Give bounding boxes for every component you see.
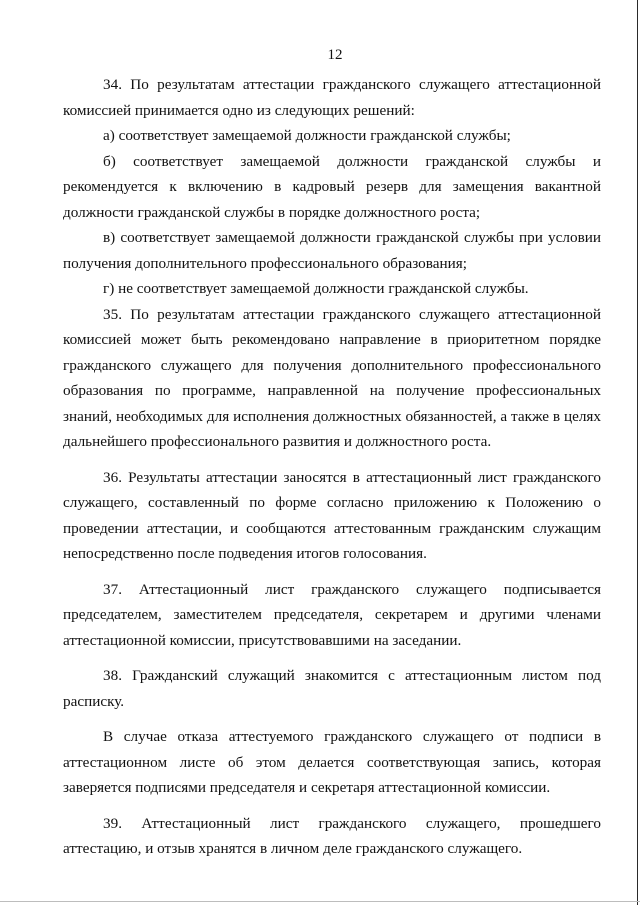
- paragraph-38: 38. Гражданский служащий знакомится с аттестационным листом под расписку.: [63, 667, 601, 710]
- paragraph-34-g: г) не соответствует замещаемой должности гражданской службы.: [103, 280, 529, 297]
- paragraph-34-v: в) соответствует замещаемой должности гражданской службы при условии получения дополнительного профессионального образования;: [63, 229, 601, 272]
- paragraph-38-refusal: В случае отказа аттестуемого гражданского служащего от подписи в аттестационном листе об этом делается соответствующая запись, которая заверяется подписями председателя и секретаря аттестационной комиссии.: [63, 728, 601, 796]
- paragraph-34-a: а) соответствует замещаемой должности гражданской службы;: [103, 127, 511, 144]
- page-bottom-edge: [0, 901, 640, 902]
- paragraph-35: 35. По результатам аттестации гражданского служащего аттестационной комиссией может быть рекомендовано направление в приоритетном порядке гражданского служащего для получения дополнительного профессионального образования по программе, направленной на получение профессиональных знаний, необходимых для исполнения должностных обязанностей, а также в целях дальнейшего профессионального развития и должностного роста.: [63, 305, 601, 450]
- paragraph-34-b: б) соответствует замещаемой должности гражданской службы и рекомендуется к включению в кадровый резерв для замещения вакантной должности гражданской службы в порядке должностного роста;: [63, 152, 601, 221]
- document-body: [63, 72, 601, 862]
- paragraph-37: 37. Аттестационный лист гражданского служащего подписывается председателем, заместителем председателя, секретарем и другими членами аттестационной комиссии, присутствовавшими на заседании.: [63, 580, 601, 649]
- paragraph-36: 36. Результаты аттестации заносятся в аттестационный лист гражданского служащего, составленный по форме согласно приложению к Положению о проведении аттестации, и сообщаются аттестованным гражданским служащим непосредственно после подведения итогов голосования.: [63, 468, 601, 562]
- paragraph-34: 34. По результатам аттестации гражданского служащего аттестационной комиссией принимается одно из следующих решений:: [63, 76, 601, 119]
- paragraph-39: 39. Аттестационный лист гражданского служащего, прошедшего аттестацию, и отзыв хранятся в личном деле гражданского служащего.: [63, 814, 601, 857]
- page-right-edge: [637, 0, 638, 905]
- page-number: 12: [327, 47, 343, 63]
